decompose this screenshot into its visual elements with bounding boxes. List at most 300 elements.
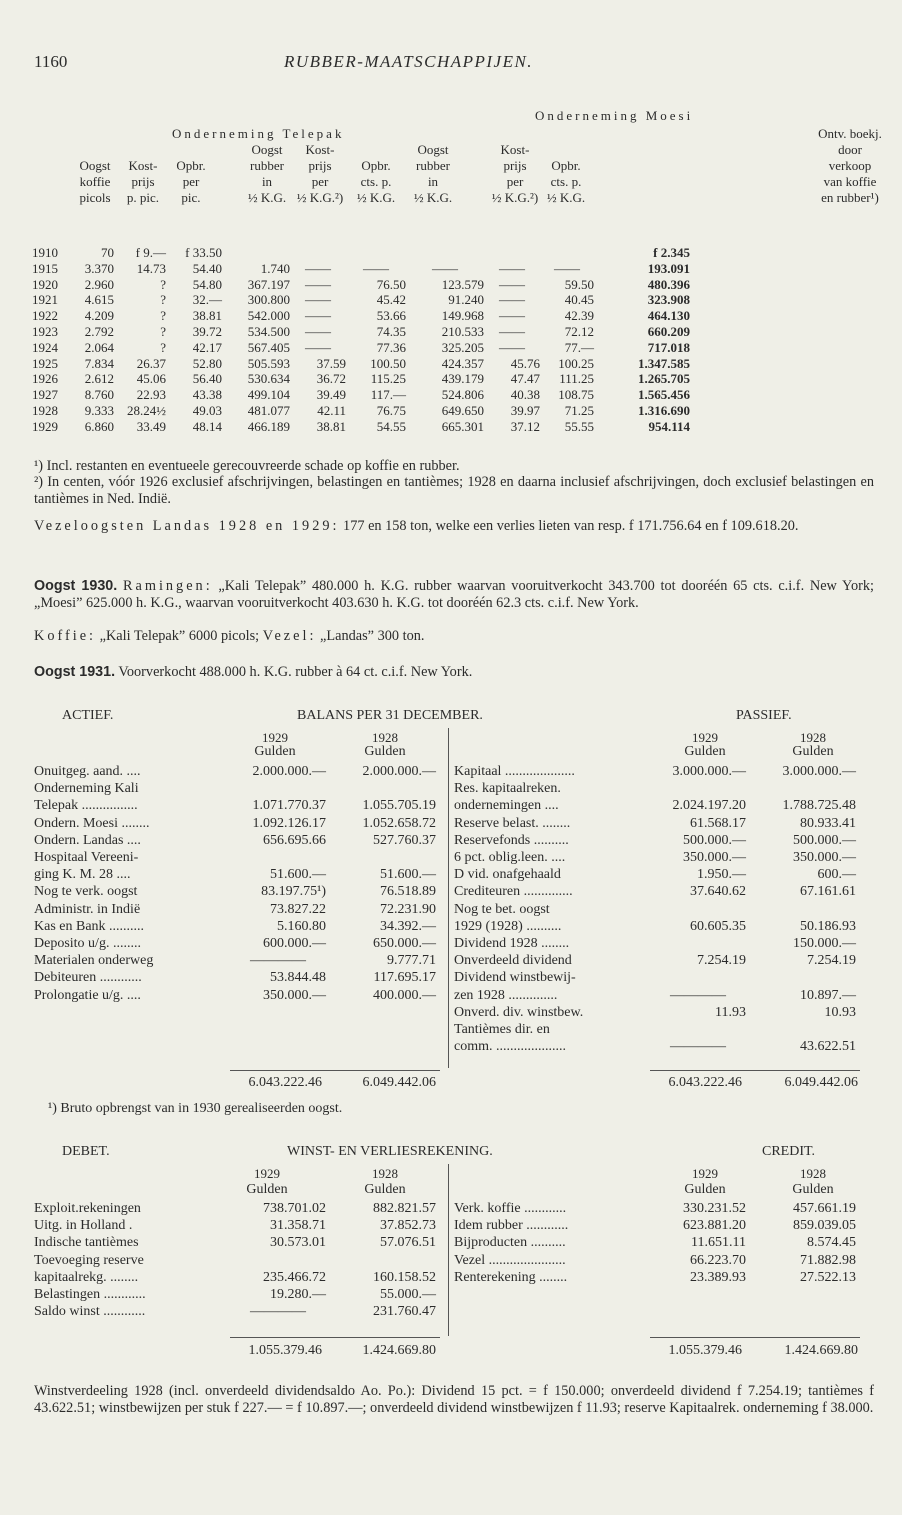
balans-passief-title: PASSIEF. <box>736 708 792 723</box>
account-label: Telepak ................ <box>34 798 138 814</box>
table-row <box>454 1200 856 1217</box>
moesi-book-header: en rubber¹) <box>821 190 879 205</box>
amount-cell: 650.000.— <box>373 936 436 952</box>
account-label: Ondern. Landas .... <box>34 832 141 848</box>
table-cell: 33.49 <box>136 418 166 434</box>
balans-unit-header: Gulden <box>684 744 726 759</box>
table-cell: 117.— <box>370 387 406 403</box>
amount-cell: 1.950.— <box>697 867 746 883</box>
table-cell: 1.740 <box>260 260 290 276</box>
amount-cell: 10.93 <box>824 1004 856 1020</box>
prod-column-header: per <box>506 174 524 189</box>
amount-cell: 150.000.— <box>793 936 856 952</box>
winst-year-header: 1928 <box>372 1166 398 1181</box>
table-cell: ? <box>160 323 166 339</box>
table-cell: 524.806 <box>441 387 484 403</box>
amount-cell: 330.231.52 <box>683 1201 746 1216</box>
prod-column-header: pic. <box>181 190 201 205</box>
amount-cell: 61.568.17 <box>690 815 746 831</box>
table-row <box>454 832 856 849</box>
prod-column-header: prijs <box>131 174 155 189</box>
table-row <box>32 324 690 340</box>
year-cell: 1915 <box>32 260 58 276</box>
amount-cell: 600.000.— <box>263 936 326 952</box>
table-row <box>454 763 856 780</box>
moesi-book-header: Ontv. boekj. <box>818 126 882 141</box>
winst-debet-table <box>34 1200 436 1320</box>
prod-column-header: picols <box>79 190 111 205</box>
table-cell <box>290 245 346 261</box>
table-row <box>32 419 690 435</box>
table-cell: 77.— <box>564 339 594 355</box>
table-cell: 45.06 <box>136 371 166 387</box>
account-label: Administr. in Indië <box>34 901 141 917</box>
account-label: ging K. M. 28 .... <box>34 867 131 883</box>
table-cell: —— <box>499 260 525 276</box>
account-label: Deposito u/g. ........ <box>34 936 141 952</box>
prod-column-header: ½ K.G. <box>247 190 287 205</box>
account-label: Hospitaal Vereeni- <box>34 850 139 866</box>
table-row <box>454 866 856 883</box>
amount-cell: 50.186.93 <box>800 918 856 934</box>
table-row <box>454 1004 856 1021</box>
amount-cell: 859.039.05 <box>793 1218 856 1234</box>
year-cell: 1924 <box>32 339 58 355</box>
amount-cell <box>746 969 856 986</box>
amount-cell: 623.881.20 <box>683 1218 746 1234</box>
amount-cell: 882.821.57 <box>373 1201 436 1216</box>
oogst-1931-paragraph <box>34 664 874 681</box>
amount-cell: ———— <box>670 1039 726 1055</box>
year-cell: 1925 <box>32 355 58 371</box>
account-label: Kas en Bank .......... <box>34 918 145 934</box>
account-label: Materialen onderweg <box>34 953 154 969</box>
table-cell: 2.064 <box>84 339 114 355</box>
table-cell <box>346 245 406 261</box>
table-cell: 2.960 <box>84 276 114 292</box>
amount-cell <box>230 1252 326 1269</box>
amount-cell: 53.844.48 <box>270 970 326 986</box>
amount-cell: 60.605.35 <box>690 918 746 934</box>
table-row <box>34 797 436 814</box>
balans-total-right-1928: 6.049.442.06 <box>784 1075 858 1090</box>
table-row <box>454 1234 856 1251</box>
amount-cell <box>650 780 746 797</box>
amount-cell: 7.254.19 <box>807 953 856 969</box>
account-label: Belastingen ............ <box>34 1287 146 1303</box>
table-cell: 53.66 <box>376 308 406 324</box>
year-cell: 1920 <box>32 276 58 292</box>
prod-column-header: per <box>182 174 200 189</box>
account-label: Crediteuren .............. <box>454 884 573 900</box>
moesi-book-header: door <box>838 142 862 157</box>
table-cell: 6.860 <box>84 418 114 434</box>
balans-year-header: 1929 <box>692 730 718 745</box>
table-cell: 9.333 <box>84 402 114 418</box>
vezeloogsten-lead: Vezeloogsten Landas 1928 en 1929: <box>34 518 340 534</box>
prod-column-header: cts. p. <box>360 174 392 189</box>
table-cell: —— <box>432 260 458 276</box>
amount-cell: 400.000.— <box>373 987 436 1003</box>
table-row <box>32 340 690 356</box>
table-cell: 111.25 <box>559 371 594 387</box>
table-row <box>32 245 690 261</box>
table-cell: 4.615 <box>84 292 114 308</box>
account-label: Uitg. in Holland . <box>34 1218 133 1234</box>
table-cell: —— <box>305 260 331 276</box>
amount-cell <box>746 1021 856 1038</box>
prod-column-header: prijs <box>503 158 527 173</box>
table-cell: 45.42 <box>376 292 406 308</box>
prod-column-header: Kost- <box>500 142 530 157</box>
winst-year-header: 1928 <box>800 1166 826 1181</box>
table-cell: 48.14 <box>192 418 222 434</box>
balans-year-header: 1929 <box>262 730 288 745</box>
prod-column-header: Kost- <box>128 158 158 173</box>
table-row <box>454 780 856 797</box>
prod-column-header: cts. p. <box>550 174 582 189</box>
table-cell: 47.47 <box>510 371 540 387</box>
amount-cell: 73.827.22 <box>270 901 326 917</box>
table-cell: 38.81 <box>316 418 346 434</box>
table-row <box>34 1252 436 1269</box>
table-cell: —— <box>499 308 525 324</box>
winst-total-left-1928: 1.424.669.80 <box>362 1343 436 1358</box>
table-cell: —— <box>305 339 331 355</box>
account-label: Nog te bet. oogst <box>454 901 550 917</box>
table-row <box>34 1269 436 1286</box>
table-cell: 542.000 <box>247 308 290 324</box>
amount-cell: 80.933.41 <box>800 815 856 831</box>
winst-total-right-1929: 1.055.379.46 <box>668 1343 742 1358</box>
table-cell: 70 <box>101 245 114 260</box>
amount-cell: 5.160.80 <box>277 918 326 934</box>
table-row <box>454 1038 856 1055</box>
amount-cell: 3.000.000.— <box>782 764 856 779</box>
account-label: Reservefonds .......... <box>454 832 569 848</box>
amount-cell: 231.760.47 <box>373 1304 436 1320</box>
table-cell: 22.93 <box>136 387 166 403</box>
table-cell: —— <box>305 276 331 292</box>
winst-credit-title: CREDIT. <box>762 1144 816 1159</box>
table-cell: 28.24½ <box>127 402 166 418</box>
table-cell: 26.37 <box>136 355 166 371</box>
table-row <box>454 901 856 918</box>
table-cell: 39.72 <box>192 323 222 339</box>
amount-cell <box>746 780 856 797</box>
amount-cell: 37.640.62 <box>690 884 746 900</box>
table-cell: 43.38 <box>192 387 222 403</box>
amount-cell: 51.600.— <box>270 867 326 883</box>
table-cell: 717.018 <box>647 339 690 355</box>
table-cell: 439.179 <box>441 371 484 387</box>
table-cell: 37.59 <box>316 355 346 371</box>
table-row <box>32 277 690 293</box>
amount-cell: 55.000.— <box>380 1287 436 1303</box>
table-row <box>34 866 436 883</box>
table-cell: 480.396 <box>647 276 690 292</box>
prod-column-header: Opbr. <box>551 158 581 173</box>
vezeloogsten-paragraph <box>34 518 874 535</box>
amount-cell: 500.000.— <box>683 832 746 848</box>
winst-unit-header: Gulden <box>246 1182 288 1197</box>
prod-column-header: Oogst <box>79 158 111 173</box>
table-cell <box>540 245 594 261</box>
vezel-label: Vezel: <box>262 628 317 644</box>
table-row <box>34 883 436 900</box>
table-cell: 505.593 <box>247 355 290 371</box>
amount-cell: 31.358.71 <box>270 1218 326 1234</box>
table-cell: 52.80 <box>192 355 222 371</box>
table-cell: 466.189 <box>247 418 290 434</box>
table-cell: 1.347.585 <box>638 355 690 371</box>
table-cell: 210.533 <box>441 323 484 339</box>
table-cell: 42.17 <box>192 339 222 355</box>
table-cell: 55.55 <box>564 418 594 434</box>
winst-divider <box>448 1164 449 1336</box>
table-cell: 54.55 <box>376 418 406 434</box>
account-label: kapitaalrekg. ........ <box>34 1269 139 1285</box>
production-table <box>32 245 690 435</box>
account-label: Onderneming Kali <box>34 781 139 797</box>
table-cell: f 9.— <box>135 245 166 260</box>
table-cell: —— <box>305 292 331 308</box>
table-row <box>454 849 856 866</box>
group-header-telepak: Onderneming Telepak <box>172 126 345 141</box>
table-row <box>454 918 856 935</box>
account-label: Onverd. div. winstbew. <box>454 1004 584 1020</box>
table-cell: 40.38 <box>510 387 540 403</box>
table-cell: 74.35 <box>376 323 406 339</box>
page-number: 1160 <box>34 52 68 71</box>
balans-title: BALANS PER 31 DECEMBER. <box>297 708 483 723</box>
oogst-1930-text: „Kali Telepak” 480.000 h. K.G. rubber waarvan vooruitverkocht 343.700 tot dooréén 65 cts. c.i.f. New York; „Moesi” 625.000 h. K.G., waarvan vooruitverkocht 403.630 h. K.G. tot dooréén 62.3 cts. c.i.f. New York. <box>34 578 874 611</box>
amount-cell: 1.092.126.17 <box>252 815 326 831</box>
table-cell: 193.091 <box>647 260 690 276</box>
table-row <box>32 308 690 324</box>
amount-cell: 11.651.11 <box>691 1235 746 1251</box>
table-cell: 123.579 <box>441 276 484 292</box>
balans-year-header: 1928 <box>800 730 826 745</box>
table-row <box>454 1021 856 1038</box>
account-label: Exploit.rekeningen <box>34 1201 141 1216</box>
table-row <box>34 780 436 797</box>
table-cell: 14.73 <box>136 260 166 276</box>
table-cell: 42.39 <box>564 308 594 324</box>
prod-column-header: ½ K.G. <box>413 190 453 205</box>
running-title: RUBBER-MAATSCHAPPIJEN. <box>284 52 534 71</box>
winst-unit-header: Gulden <box>792 1182 834 1197</box>
table-cell: 534.500 <box>247 323 290 339</box>
amount-cell <box>326 780 436 797</box>
prod-column-header: Oogst <box>251 142 283 157</box>
account-label: Res. kapitaalreken. <box>454 781 561 797</box>
prod-column-header: p. pic. <box>126 190 160 205</box>
table-row <box>454 1217 856 1234</box>
table-cell: f 33.50 <box>185 245 222 260</box>
table-row <box>32 371 690 387</box>
amount-cell: 1.071.770.37 <box>252 798 326 814</box>
table-cell: 367.197 <box>247 276 290 292</box>
amount-cell: 350.000.— <box>793 850 856 866</box>
table-cell: 59.50 <box>564 276 594 292</box>
balans-total-right-1929: 6.043.222.46 <box>668 1075 742 1090</box>
table-cell: 77.36 <box>376 339 406 355</box>
account-label: Onuitgeg. aand. .... <box>34 764 141 779</box>
prod-column-header: Opbr. <box>361 158 391 173</box>
table-row <box>32 403 690 419</box>
amount-cell: 66.223.70 <box>690 1252 746 1268</box>
table-cell <box>222 245 290 261</box>
table-cell: 954.114 <box>648 418 690 434</box>
amount-cell <box>326 1252 436 1269</box>
table-cell: 2.792 <box>84 323 114 339</box>
table-row <box>34 849 436 866</box>
account-label: 6 pct. oblig.leen. .... <box>454 850 566 866</box>
oogst-1930-paragraph <box>34 578 874 611</box>
table-cell: 91.240 <box>448 292 484 308</box>
table-cell: 38.81 <box>192 308 222 324</box>
table-cell: ? <box>160 308 166 324</box>
moesi-book-header: van koffie <box>823 174 877 189</box>
table-row <box>34 901 436 918</box>
table-cell: 76.75 <box>376 402 406 418</box>
prod-column-header: ½ K.G.²) <box>296 190 344 205</box>
table-cell: ? <box>160 276 166 292</box>
amount-cell: 2.000.000.— <box>362 764 436 779</box>
balans-unit-header: Gulden <box>364 744 406 759</box>
table-row <box>34 969 436 986</box>
winst-total-rule <box>650 1337 860 1338</box>
table-cell: 567.405 <box>247 339 290 355</box>
table-cell: 115.25 <box>370 371 406 387</box>
balans-total-left-1928: 6.049.442.06 <box>362 1075 436 1090</box>
table-cell: 100.50 <box>370 355 406 371</box>
balans-footnote: ¹) Bruto opbrengst van in 1930 gerealiseerden oogst. <box>48 1101 343 1116</box>
oogst-1930-lead: Oogst 1930. <box>34 578 118 594</box>
account-label: ondernemingen .... <box>454 798 559 814</box>
account-label: zen 1928 .............. <box>454 987 558 1003</box>
table-row <box>32 292 690 308</box>
table-cell: 108.75 <box>558 387 594 403</box>
winst-title: WINST- EN VERLIESREKENING. <box>287 1144 493 1159</box>
table-row <box>32 261 690 277</box>
table-cell: 1.316.690 <box>638 402 690 418</box>
koffie-lead: Koffie: <box>34 628 97 644</box>
account-label: Nog te verk. oogst <box>34 884 138 900</box>
balans-year-header: 1928 <box>372 730 398 745</box>
table-cell: 54.40 <box>192 260 222 276</box>
winstverdeeling-paragraph: Winstverdeeling 1928 (incl. onverdeeld dividendsaldo Ao. Po.): Dividend 15 pct. = f 150.000; onverdeeld dividend f 7.254.19; tantièmes f 43.622.51; winstbewijzen per stuk f 227.— = f 10.897.—; onverdeeld dividend winstbewijzen f 11.93; reserve Kapitaalrek. onderneming f 38.000. <box>34 1383 874 1416</box>
amount-cell: ———— <box>250 953 306 969</box>
prod-column-header: Opbr. <box>176 158 206 173</box>
amount-cell: ———— <box>250 1304 306 1320</box>
amount-cell: 67.161.61 <box>800 884 856 900</box>
amount-cell: 117.695.17 <box>373 970 436 986</box>
table-cell: 2.612 <box>84 371 114 387</box>
account-label: Toevoeging reserve <box>34 1252 144 1268</box>
amount-cell: 500.000.— <box>793 832 856 848</box>
winst-credit-table <box>454 1200 856 1286</box>
amount-cell: 600.— <box>817 867 856 883</box>
balans-unit-header: Gulden <box>254 744 296 759</box>
balans-divider <box>448 728 449 1068</box>
prod-column-header: per <box>311 174 329 189</box>
amount-cell <box>230 849 326 866</box>
year-cell: 1929 <box>32 418 58 434</box>
winst-year-header: 1929 <box>692 1166 718 1181</box>
account-label: Reserve belast. ........ <box>454 815 571 831</box>
amount-cell: 57.076.51 <box>380 1235 436 1251</box>
koffie-end-text: „Landas” 300 ton. <box>320 628 425 644</box>
winst-unit-header: Gulden <box>684 1182 726 1197</box>
amount-cell: 738.701.02 <box>263 1201 326 1216</box>
account-label: Prolongatie u/g. .... <box>34 987 141 1003</box>
table-cell: —— <box>305 308 331 324</box>
table-cell: —— <box>499 339 525 355</box>
amount-cell: 43.622.51 <box>800 1039 856 1055</box>
prod-column-header: in <box>427 174 439 189</box>
amount-cell: 76.518.89 <box>380 884 436 900</box>
table-row <box>34 832 436 849</box>
winst-total-right-1928: 1.424.669.80 <box>784 1343 858 1358</box>
account-label: Bijproducten .......... <box>454 1235 566 1251</box>
table-row <box>454 883 856 900</box>
prod-column-header: koffie <box>79 174 111 189</box>
amount-cell: 9.777.71 <box>387 953 436 969</box>
prod-column-header: Kost- <box>305 142 335 157</box>
table-row <box>454 797 856 814</box>
year-cell: 1928 <box>32 402 58 418</box>
table-row <box>34 1234 436 1251</box>
table-row <box>34 987 436 1004</box>
table-cell: 76.50 <box>376 276 406 292</box>
table-cell: 665.301 <box>441 418 484 434</box>
amount-cell <box>650 969 746 986</box>
table-cell: 649.650 <box>441 402 484 418</box>
account-label: Dividend winstbewij- <box>454 970 576 986</box>
table-row <box>32 387 690 403</box>
prod-column-header: ½ K.G.²) <box>491 190 539 205</box>
table-cell: 424.357 <box>441 355 484 371</box>
table-cell: 37.12 <box>510 418 540 434</box>
table-row <box>34 918 436 935</box>
prod-column-header: in <box>261 174 273 189</box>
amount-cell: 72.231.90 <box>380 901 436 917</box>
table-cell: 1.565.456 <box>638 387 690 403</box>
prod-column-header: rubber <box>250 158 284 173</box>
balans-actief-table <box>34 763 436 1004</box>
table-cell: —— <box>499 323 525 339</box>
balans-unit-header: Gulden <box>792 744 834 759</box>
table-cell: 42.11 <box>317 402 346 418</box>
table-row <box>454 935 856 952</box>
amount-cell <box>650 935 746 952</box>
amount-cell <box>650 901 746 918</box>
table-row <box>454 952 856 969</box>
account-label: Debiteuren ............ <box>34 970 142 986</box>
oogst-1931-lead: Oogst 1931. <box>34 664 116 680</box>
table-cell: 39.97 <box>510 402 540 418</box>
year-cell: 1921 <box>32 292 58 308</box>
table-cell: 4.209 <box>84 308 114 324</box>
amount-cell: 8.574.45 <box>807 1235 856 1251</box>
account-label: Ondern. Moesi ........ <box>34 815 150 831</box>
winst-unit-header: Gulden <box>364 1182 406 1197</box>
table-cell <box>406 245 484 261</box>
table-cell: ? <box>160 339 166 355</box>
amount-cell: 350.000.— <box>683 850 746 866</box>
